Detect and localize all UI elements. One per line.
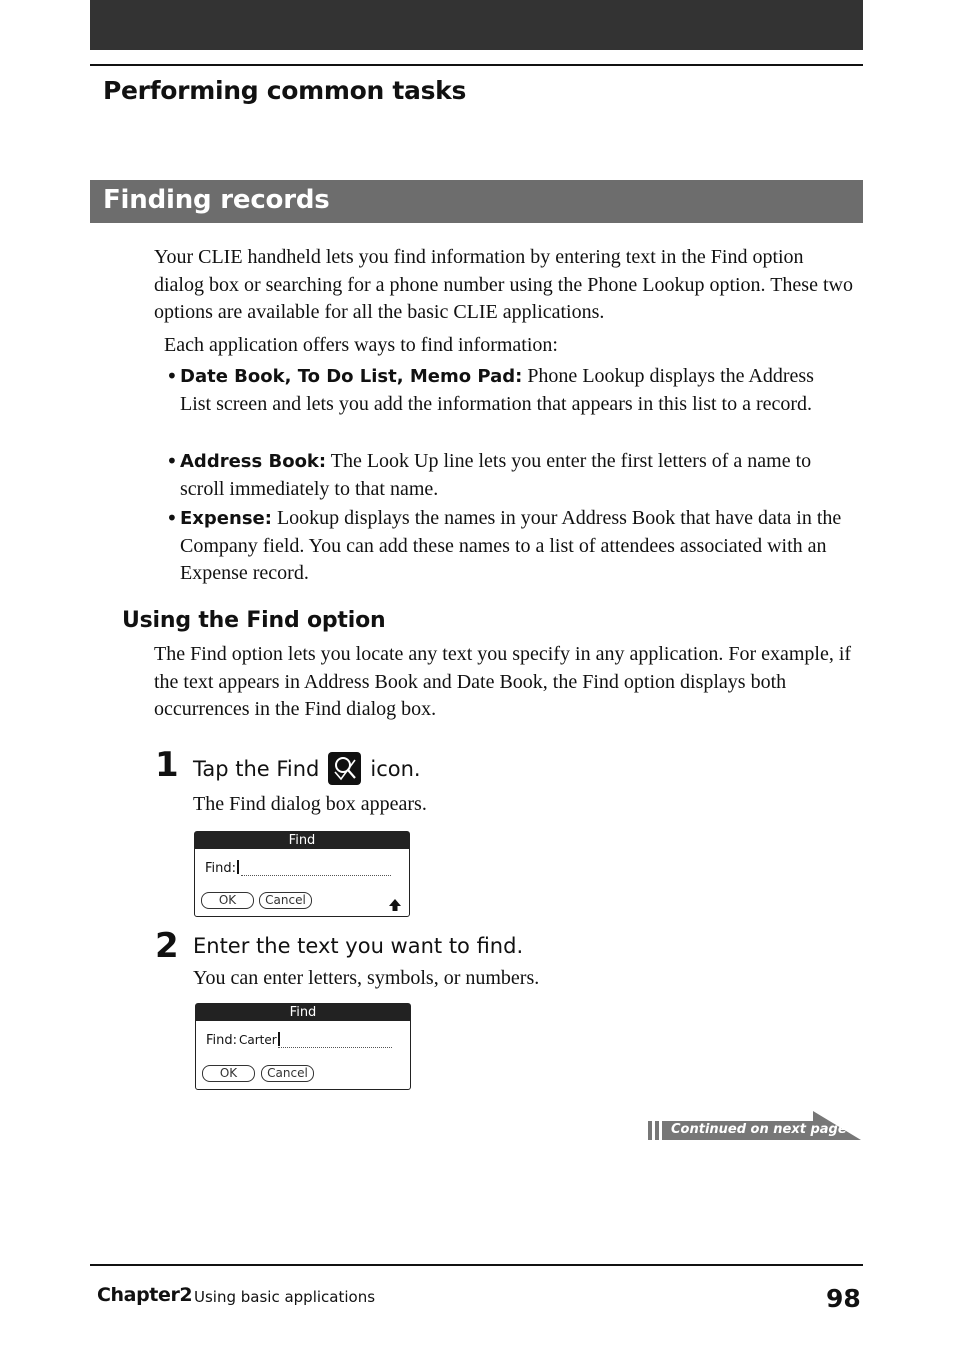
text-cursor [278,1032,280,1046]
subsection-heading: Using the Find option [122,608,386,633]
find-icon [328,752,361,785]
bullet-icon: • [166,506,178,530]
step-note: The Find dialog box appears. [193,793,427,815]
find-label: Find: [205,861,237,876]
cancel-button[interactable]: Cancel [261,1065,314,1082]
footer-rule [90,1264,863,1266]
find-dialog [195,1003,411,1090]
bullet-term: Date Book, To Do List, Memo Pad: [180,366,523,387]
step-instruction: Enter the text you want to find. [193,934,524,958]
section-heading: Performing common tasks [103,76,467,105]
chapter-label: Chapter2 [97,1284,193,1306]
shift-arrow-icon[interactable] [388,898,402,912]
header-rule [90,64,863,66]
text-cursor [237,860,239,874]
step-note: You can enter letters, symbols, or numbers. [193,967,540,989]
step-text-end: icon. [370,756,421,781]
find-label: Find: [206,1033,238,1048]
page-title: Finding records [103,185,330,215]
find-field[interactable] [205,860,239,876]
find-value: Carter [239,1033,277,1047]
bullet-term: Address Book: [180,451,327,472]
ok-button[interactable]: OK [202,1065,255,1082]
ok-button[interactable]: OK [201,892,254,909]
bullet-term: Expense: [180,508,272,529]
bullet-icon: • [166,449,178,473]
step-instruction [193,752,421,785]
page-number: 98 [826,1284,861,1313]
bullet-text: Phone Lookup displays the Address List screen and lets you add the information that appears in this list to a record. [180,365,814,415]
step-text: Tap the Find [193,756,320,781]
bullet-text: The Look Up line lets you enter the first letters of a name to scroll immediately to that name. [180,450,812,500]
dialog-title: Find [196,1004,410,1021]
find-dialog [194,831,410,917]
step-number: 1 [155,745,179,785]
subsection-paragraph: The Find option lets you locate any text you specify in any application. For example, if the text appears in Address Book and Date Book, the Find option displays both occurrences in the Find dialog box. [154,643,852,720]
input-underline [241,874,391,876]
dialog-title: Find [195,832,409,849]
intro-paragraph: Your CLIE handheld lets you find information by entering text in the Find option dialog box or searching for a phone number using the Phone Lookup option. These two options are available for all the basic CLIE applications. [154,246,853,323]
bullet-icon: • [166,364,178,388]
find-field[interactable] [206,1032,280,1048]
list-item [166,505,856,588]
chapter-title: Using basic applications [194,1288,376,1306]
bullet-text: Lookup displays the names in your Address Book that have data in the Company field. You can add these names to a list of attendees associated with an Expense record. [180,507,842,584]
step-number: 2 [155,926,179,966]
list-item [166,448,856,503]
list-item [166,363,856,418]
header-bar [90,0,863,50]
cancel-button[interactable]: Cancel [259,892,312,909]
continued-label: Continued on next page [671,1122,847,1137]
input-underline [278,1046,392,1048]
intro-lead: Each application offers ways to find information: [164,334,558,356]
